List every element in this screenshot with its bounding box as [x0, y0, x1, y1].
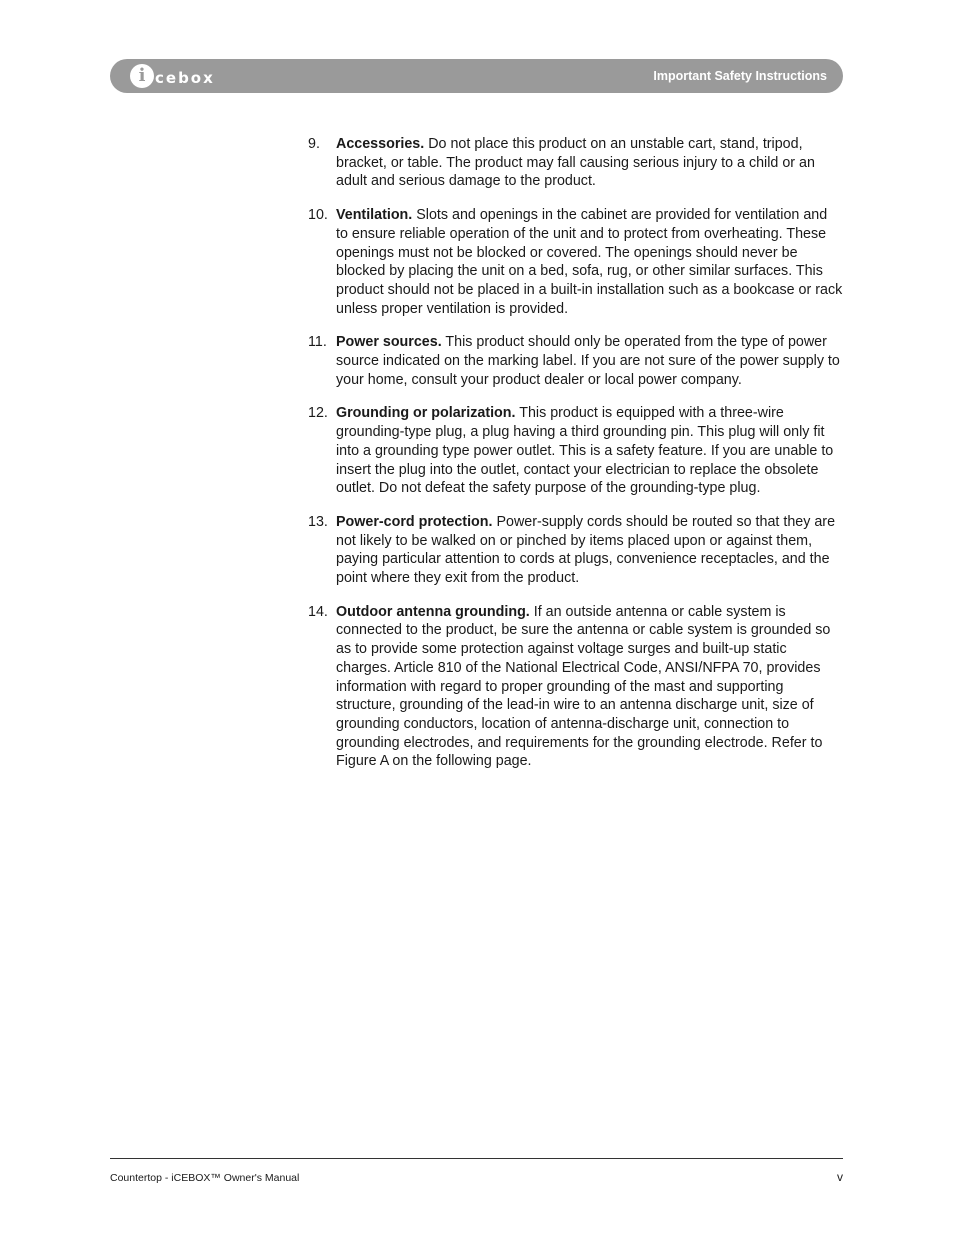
item-title: Power sources.	[336, 334, 442, 351]
list-item	[308, 206, 843, 318]
list-item	[308, 333, 843, 389]
page-number: v	[837, 1170, 843, 1184]
item-title: Grounding or polarization.	[336, 405, 516, 422]
item-body	[336, 135, 843, 191]
item-title: Power-cord protection.	[336, 513, 493, 530]
item-text: Slots and openings in the cabinet are provided for ventilation and to ensure reliable operation of the unit and to protect from overheating. These openings must not be blocked or covered. The openings should never be blocked by placing the unit on a bed, sofa, rug, or other similar surfaces. This product should not be placed in a built-in installation such as a bookcase or rack unless proper ventilation is provided.	[336, 207, 843, 317]
item-number: 13.	[308, 513, 328, 530]
header-bar	[110, 59, 843, 93]
item-number: 10.	[308, 207, 328, 224]
list-item	[308, 513, 843, 588]
logo-initial: i	[130, 64, 154, 88]
item-number: 12.	[308, 405, 328, 422]
icebox-logo	[130, 63, 215, 89]
item-body	[336, 513, 843, 588]
item-number: 11.	[308, 334, 327, 351]
item-body	[336, 603, 843, 771]
footer-manual-title: Countertop - iCEBOX™ Owner's Manual	[110, 1172, 300, 1184]
item-text: This product should only be operated from the type of power source indicated on the marking label. If you are not sure of the power supply to your home, consult your product dealer or local power company.	[336, 334, 840, 388]
item-number: 9.	[308, 136, 320, 152]
item-body	[336, 333, 843, 389]
item-text: If an outside antenna or cable system is connected to the product, be sure the antenna or cable system is grounded so as to provide some protection against voltage surges and built-up static charges. Article 810 of the National Electrical Code, ANSI/NFPA 70, provides information with regard to proper grounding of the mast and supporting structure, grounding of the lead-in wire to an antenna discharge unit, size of grounding conductors, location of antenna-discharge unit, connection to grounding electrodes, and requirements for the grounding electrode. Refer to Figure A on the following page.	[336, 603, 831, 770]
item-text: Do not place this product on an unstable cart, stand, tripod, bracket, or table. The product may fall causing serious injury to a child or an adult and serious damage to the product.	[336, 136, 815, 190]
list-item	[308, 135, 843, 191]
item-title: Accessories.	[336, 136, 425, 152]
item-title: Ventilation.	[336, 207, 413, 224]
item-text: Power-supply cords should be routed so that they are not likely to be walked on or pinched by items placed upon or against them, paying particular attention to cords at plugs, convenience receptacles, and the point where they exit from the product.	[336, 513, 836, 587]
item-body	[336, 206, 843, 318]
item-text: This product is equipped with a three-wire grounding-type plug, a plug having a third grounding pin. This plug will only fit into a grounding type power outlet. This is a safety feature. If you are unable to insert the plug into the outlet, contact your electrician to replace the obsolete outlet. Do not defeat the safety purpose of the grounding-type plug.	[336, 405, 834, 497]
list-item	[308, 404, 843, 498]
footer-divider	[110, 1158, 843, 1159]
item-number: 14.	[308, 603, 328, 620]
list-item	[308, 603, 843, 771]
section-title: Important Safety Instructions	[653, 69, 827, 83]
item-body	[336, 404, 843, 498]
safety-instructions-list	[308, 135, 843, 786]
item-title: Outdoor antenna grounding.	[336, 603, 530, 620]
logo-text: cebox	[155, 69, 215, 87]
